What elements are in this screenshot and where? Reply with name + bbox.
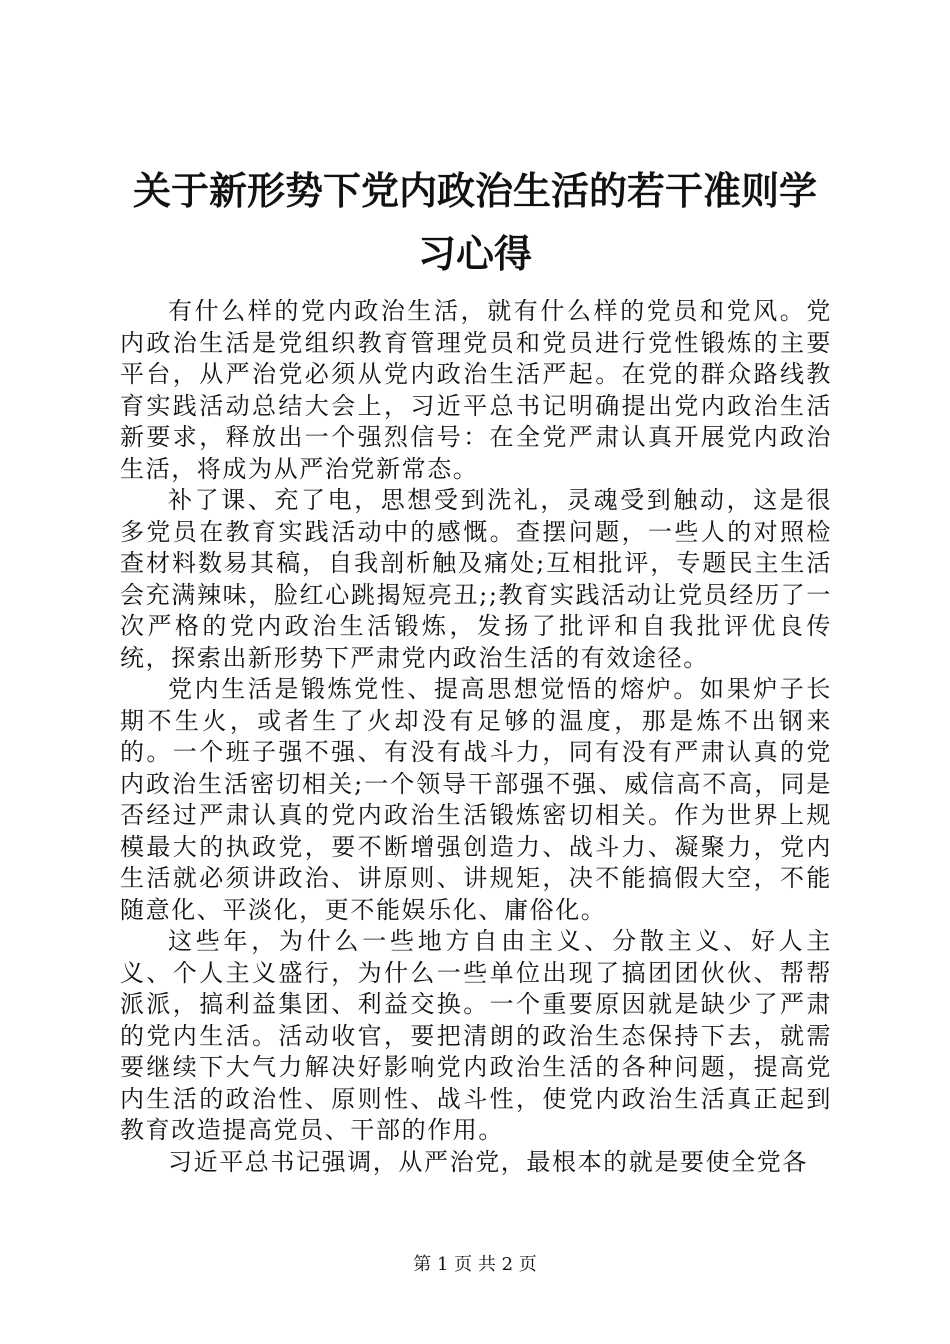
document-title: 关于新形势下党内政治生活的若干准则学习心得 xyxy=(132,169,817,276)
page-footer: 第 1 页 共 2 页 xyxy=(413,1254,537,1275)
document-body xyxy=(120,296,832,1178)
paragraph-3: 党内生活是锻炼党性、提高思想觉悟的熔炉。如果炉子长期不生火，或者生了火却没有足够的温度，那是炼不出钢来的。一个班子强不强、有没有战斗力，同有没有严肃认真的党内政治生活密切相关;一个领导干部强不强、威信高不高，同是否经过严肃认真的党内政治生活锻炼密切相关。作为世界上规模最大的执政党，要不断增强创造力、战斗力、凝聚力，党内生活就必须讲政治、讲原则、讲规矩，决不能搞假大空，不能随意化、平淡化，更不能娱乐化、庸俗化。 xyxy=(120,675,832,924)
paragraph-2: 补了课、充了电，思想受到洗礼，灵魂受到触动，这是很多党员在教育实践活动中的感慨。查摆问题，一些人的对照检查材料数易其稿，自我剖析触及痛处;互相批评，专题民主生活会充满辣味，脸红心跳揭短亮丑;;教育实践活动让党员经历了一次严格的党内政治生活锻炼，发扬了批评和自我批评优良传统，探索出新形势下严肃党内政治生活的有效途径。 xyxy=(120,486,832,672)
paragraph-4: 这些年，为什么一些地方自由主义、分散主义、好人主义、个人主义盛行，为什么一些单位出现了搞团团伙伙、帮帮派派，搞利益集团、利益交换。一个重要原因就是缺少了严肃的党内生活。活动收官，要把清朗的政治生态保持下去，就需要继续下大气力解决好影响党内政治生活的各种问题，提高党内生活的政治性、原则性、战斗性，使党内政治生活真正起到教育改造提高党员、干部的作用。 xyxy=(120,927,832,1144)
paragraph-5: 习近平总书记强调，从严治党，最根本的就是要使全党各 xyxy=(168,1147,808,1176)
paragraph-1: 有什么样的党内政治生活，就有什么样的党员和党风。党内政治生活是党组织教育管理党员和党员进行党性锻炼的主要平台，从严治党必须从党内政治生活严起。在党的群众路线教育实践活动总结大会上，习近平总书记明确提出党内政治生活新要求，释放出一个强烈信号：在全党严肃认真开展党内政治生活，将成为从严治党新常态。 xyxy=(120,297,832,483)
